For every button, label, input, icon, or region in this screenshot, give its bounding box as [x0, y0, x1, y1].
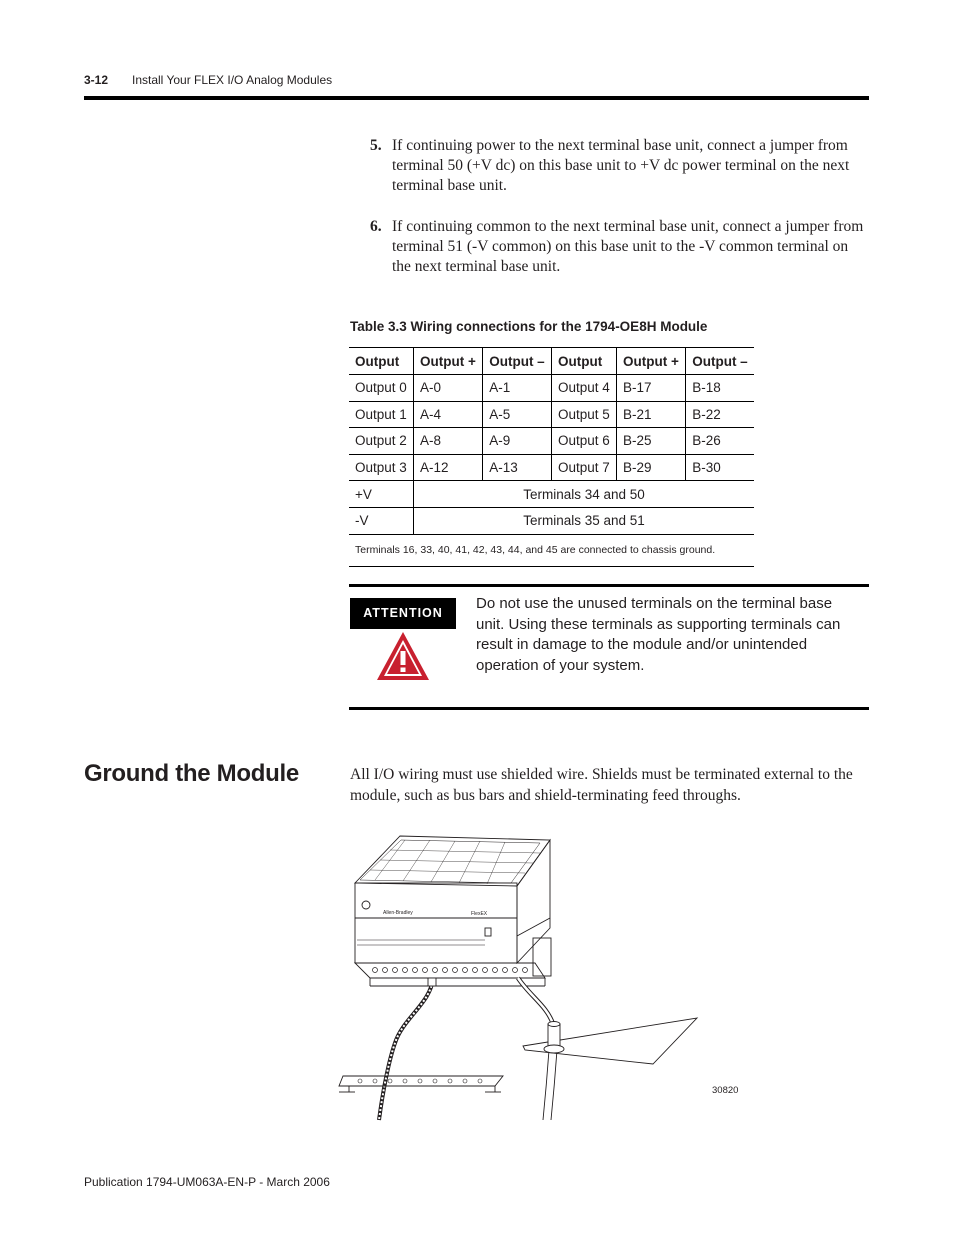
step-6 — [370, 217, 870, 277]
table-title: Table 3.3 Wiring connections for the 1794-OE8H Module — [350, 319, 708, 334]
publication-footer: Publication 1794-UM063A-EN-P - March 2006 — [84, 1175, 330, 1189]
table-note: Terminals 16, 33, 40, 41, 42, 43, 44, and 45 are connected to chassis ground. — [349, 534, 754, 566]
step-number: 5. — [370, 137, 382, 154]
attention-text: Do not use the unused terminals on the terminal base unit. Using these terminals as supporting terminals can result in damage to the module and/or unintended operation of your system. — [476, 595, 841, 674]
table-cell: A-12 — [414, 454, 483, 481]
table-cell: B-18 — [686, 375, 754, 402]
column-header: Output – — [686, 348, 754, 375]
warning-triangle-icon — [375, 630, 431, 682]
module-top — [355, 836, 550, 886]
figure-product-text: FlexEX — [471, 911, 488, 917]
table-cell: Output 0 — [349, 375, 414, 402]
table-cell: Output 6 — [551, 428, 616, 455]
step-5 — [370, 136, 870, 196]
step-text: If continuing common to the next terminal base unit, connect a jumper from terminal 51 (-V common) on this base unit to the -V common terminal on the next terminal base unit. — [392, 218, 864, 275]
table-note-row — [349, 534, 754, 566]
wiring-table — [349, 347, 754, 567]
table-cell: Output 4 — [551, 375, 616, 402]
table-cell: B-30 — [686, 454, 754, 481]
module-front — [355, 883, 517, 963]
table-row — [349, 454, 754, 481]
table-cell: B-17 — [617, 375, 686, 402]
table-cell: Output 5 — [551, 401, 616, 428]
table-cell: B-26 — [686, 428, 754, 455]
column-header: Output — [349, 348, 414, 375]
table-cell: A-9 — [483, 428, 552, 455]
figure-brand-text: Allen-Bradley — [383, 910, 413, 916]
table-cell: B-21 — [617, 401, 686, 428]
page-number: 3-12 — [84, 73, 109, 87]
power-row-positive — [349, 481, 754, 508]
table-cell: Output 2 — [349, 428, 414, 455]
ground-wire — [379, 978, 436, 1120]
grounding-illustration — [335, 828, 715, 1128]
section-heading: Ground the Module — [84, 760, 299, 787]
table-header-row — [349, 348, 754, 375]
table-cell: Output 7 — [551, 454, 616, 481]
table-cell: A-4 — [414, 401, 483, 428]
column-header: Output – — [483, 348, 552, 375]
table-cell: A-5 — [483, 401, 552, 428]
section-paragraph: All I/O wiring must use shielded wire. Shields must be terminated external to the module, such as bus bars and shield-terminating feed throughs. — [350, 766, 853, 804]
module-side — [517, 840, 551, 976]
power-row-negative — [349, 507, 754, 534]
table-cell: -V — [349, 507, 414, 534]
table-cell: A-8 — [414, 428, 483, 455]
table-cell: A-13 — [483, 454, 552, 481]
table-cell: A-0 — [414, 375, 483, 402]
column-header: Output + — [414, 348, 483, 375]
column-header: Output — [551, 348, 616, 375]
terminal-screws — [373, 968, 528, 973]
table-row — [349, 375, 754, 402]
table-cell: B-22 — [686, 401, 754, 428]
attention-top-rule — [349, 584, 869, 587]
running-header — [84, 73, 332, 87]
table-cell: Output 3 — [349, 454, 414, 481]
attention-label: ATTENTION — [350, 598, 456, 629]
table-row — [349, 428, 754, 455]
step-text: If continuing power to the next terminal base unit, connect a jumper from terminal 50 (+V dc) on this base unit to +V dc power terminal on the next terminal base unit. — [392, 137, 850, 194]
attention-bottom-rule — [349, 707, 869, 710]
feed-through-panel — [523, 1018, 697, 1064]
table-cell: B-29 — [617, 454, 686, 481]
figure-number: 30820 — [712, 1085, 739, 1096]
table-cell: Terminals 34 and 50 — [414, 481, 754, 508]
table-cell: Output 1 — [349, 401, 414, 428]
header-rule — [84, 96, 869, 100]
step-number: 6. — [370, 218, 382, 235]
table-cell: +V — [349, 481, 414, 508]
table-cell: B-25 — [617, 428, 686, 455]
chapter-title: Install Your FLEX I/O Analog Modules — [132, 73, 333, 87]
bus-bar — [339, 1076, 503, 1092]
terminal-base — [355, 963, 545, 986]
table-row — [349, 401, 754, 428]
table-cell: Terminals 35 and 51 — [414, 507, 754, 534]
column-header: Output + — [617, 348, 686, 375]
table-cell: A-1 — [483, 375, 552, 402]
